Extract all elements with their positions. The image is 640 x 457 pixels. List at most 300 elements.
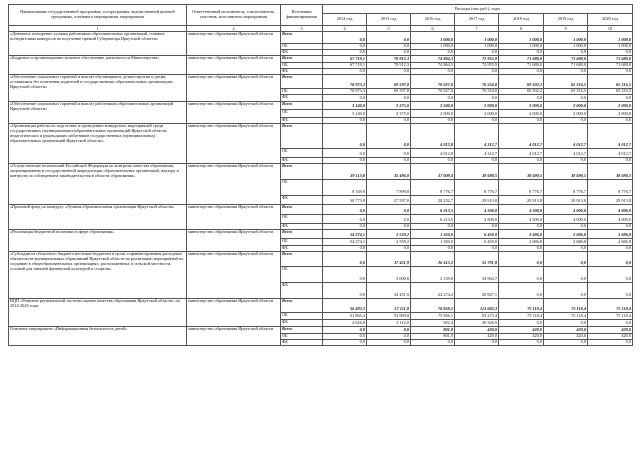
- expense-value-cell: 0,0: [323, 283, 367, 299]
- expense-value-cell: 0,0: [588, 50, 633, 56]
- expense-value-cell: 4 626,0: [323, 320, 367, 327]
- table-row: [9, 32, 633, 44]
- expense-value-cell: 65 316,5: [544, 75, 588, 89]
- expense-value-cell: 1 000,0: [411, 44, 455, 50]
- expense-value-cell: 1 000,0: [499, 44, 544, 50]
- expense-value-cell: 70 912,3: [367, 56, 411, 63]
- expense-value-cell: 0,0: [455, 246, 499, 252]
- expense-value-cell: 0,0: [411, 118, 455, 124]
- funding-source-cell: ФБ: [281, 158, 323, 164]
- expense-value-cell: 72 955,9: [455, 56, 499, 63]
- header-column-number: 1: [9, 26, 187, 32]
- expense-value-cell: 3 140,0: [323, 110, 367, 118]
- expense-value-cell: 69 597,8: [367, 75, 411, 89]
- expense-value-cell: 2 000,0: [499, 110, 544, 118]
- expense-value-cell: 76 973,3: [323, 89, 367, 95]
- expense-value-cell: 38 690,5: [588, 164, 633, 180]
- program-name-cell: «Обеспечение социальных гарантий и выплат работникам образовательных организаций Иркутской области»: [9, 102, 187, 124]
- expense-value-cell: 0,0: [323, 334, 367, 340]
- expense-value-cell: 0,0: [367, 95, 411, 102]
- expense-value-cell: 4 012,7: [544, 124, 588, 149]
- expense-value-cell: 0,0: [323, 95, 367, 102]
- expense-value-cell: 51 865,2: [323, 313, 367, 320]
- table-row: [9, 230, 633, 239]
- expenses-table: [8, 4, 633, 346]
- expense-value-cell: 35 496,8: [367, 164, 411, 180]
- table-row: [9, 102, 633, 110]
- expense-value-cell: 65 316,5: [588, 75, 633, 89]
- expense-value-cell: 4 500,0: [499, 215, 544, 224]
- expense-value-cell: 420,0: [544, 327, 588, 334]
- expense-value-cell: 0,0: [411, 95, 455, 102]
- expense-value-cell: 2 686,8: [588, 239, 633, 246]
- expense-value-cell: 0,0: [588, 320, 633, 327]
- expense-value-cell: 0,0: [323, 340, 367, 346]
- expense-value-cell: 76 858,5: [411, 299, 455, 313]
- expense-value-cell: 0,0: [588, 246, 633, 252]
- expense-value-cell: 6 450,0: [455, 239, 499, 246]
- funding-source-cell: ОБ: [281, 110, 323, 118]
- header-column-number: 4: [323, 26, 367, 32]
- expense-value-cell: 93 275,4: [455, 313, 499, 320]
- funding-source-cell: Всего: [281, 164, 323, 180]
- expense-value-cell: 4 012,7: [588, 149, 633, 158]
- program-name-cell: «Денежное поощрение лучшим работникам образовательных организаций, ставших победителями конкурсов на получение премий Губернатора Иркутской области»: [9, 32, 187, 56]
- expense-value-cell: 2 559,2: [367, 239, 411, 246]
- expense-value-cell: 4 000,0: [588, 215, 633, 224]
- expense-value-cell: 75 118,4: [544, 299, 588, 313]
- funding-source-cell: ОБ: [281, 44, 323, 50]
- table-body: [9, 32, 633, 346]
- expense-value-cell: 30 773,9: [323, 196, 367, 205]
- expense-value-cell: 75 118,4: [499, 313, 544, 320]
- expense-value-cell: 1 000,0: [544, 32, 588, 44]
- expense-value-cell: 2 500,0: [411, 110, 455, 118]
- expense-value-cell: 0,0: [323, 224, 367, 230]
- header-column-number: 7: [455, 26, 499, 32]
- expense-value-cell: 34 964,7: [455, 267, 499, 283]
- program-name-cell: «Субсидии из областного бюджета местным бюджетам в целях софинансирования расходных обязательств муниципальных образований Иркутской области на реализацию мероприятий по созданию в общеобразовательных организациях, расположенных в сельской местности, условий для занятий физической культурой и спортом»: [9, 252, 187, 299]
- expense-value-cell: 0,0: [544, 69, 588, 75]
- funding-source-cell: ФБ: [281, 196, 323, 205]
- funding-source-cell: ФБ: [281, 118, 323, 124]
- expense-value-cell: 0,0: [367, 32, 411, 44]
- expense-value-cell: 24 274,2: [411, 283, 455, 299]
- expense-value-cell: 0,0: [367, 69, 411, 75]
- table-row: [9, 124, 633, 149]
- expense-value-cell: 3 000,0: [367, 267, 411, 283]
- expense-value-cell: 29 913,8: [455, 196, 499, 205]
- header-year: 2015 год: [367, 14, 411, 26]
- header-year: 2016 год: [411, 14, 455, 26]
- funding-source-cell: Всего: [281, 32, 323, 44]
- expense-value-cell: 70 912,3: [367, 63, 411, 69]
- funding-source-cell: ФБ: [281, 320, 323, 327]
- expense-value-cell: 65 316,5: [544, 89, 588, 95]
- expense-value-cell: 0,0: [455, 158, 499, 164]
- expense-value-cell: 0,0: [544, 267, 588, 283]
- expense-value-cell: 20 326,9: [455, 320, 499, 327]
- program-name-cell: «Обеспечение социальных гарантий и выплат обучающимся, детям-сиротам и детям, оставшимся без попечения родителей в государственных образовательных организациях Иркутской области»: [9, 75, 187, 102]
- header-year: 2014 год: [323, 14, 367, 26]
- program-name-cell: «Осуществление полномочий Российской Федерации по контролю качества образования, лицензированию и государственной аккредитации образовательных организаций, надзору и контролю за соблюдением законодательства в области образования»: [9, 164, 187, 205]
- expense-value-cell: 420,0: [499, 327, 544, 334]
- expense-value-cell: 0,0: [499, 50, 544, 56]
- expense-value-cell: 2 375,0: [367, 110, 411, 118]
- expense-value-cell: 2 000,0: [455, 102, 499, 110]
- expense-value-cell: 0,0: [323, 149, 367, 158]
- expense-value-cell: 0,0: [455, 118, 499, 124]
- expense-value-cell: 75 118,4: [588, 299, 633, 313]
- expense-value-cell: 8 776,7: [544, 180, 588, 196]
- program-name-cell: «Реализация бюджетной политики в сфере образования»: [9, 230, 187, 252]
- expense-value-cell: 37 009,4: [411, 164, 455, 180]
- expense-value-cell: 2 000,0: [588, 102, 633, 110]
- expense-value-cell: 0,0: [455, 224, 499, 230]
- expense-value-cell: 0,0: [323, 44, 367, 50]
- expense-value-cell: 0,0: [455, 340, 499, 346]
- expense-value-cell: 4 000,0: [544, 205, 588, 215]
- expense-value-cell: 0,0: [323, 69, 367, 75]
- expense-value-cell: 4 012,7: [499, 124, 544, 149]
- expense-value-cell: 74 864,3: [411, 63, 455, 69]
- table-row: [9, 164, 633, 180]
- executor-cell: министерство образования Иркутской области: [187, 32, 281, 56]
- header-year: 2020 год: [588, 14, 633, 26]
- expense-value-cell: 2 000,0: [455, 110, 499, 118]
- expense-value-cell: 20 827,1: [455, 283, 499, 299]
- expense-value-cell: 55 791,8: [455, 252, 499, 267]
- expense-value-cell: 0,0: [499, 69, 544, 75]
- expense-value-cell: 902,4: [411, 320, 455, 327]
- expense-value-cell: 0,0: [367, 334, 411, 340]
- expense-value-cell: 69 502,2: [499, 89, 544, 95]
- expense-value-cell: 0,0: [367, 327, 411, 334]
- expense-value-cell: 0,0: [367, 50, 411, 56]
- executor-cell: министерство образования Иркутской области: [187, 124, 281, 164]
- expense-value-cell: 2 000,0: [544, 102, 588, 110]
- expense-value-cell: 0,0: [544, 283, 588, 299]
- expense-value-cell: 6 213,5: [411, 215, 455, 224]
- expense-value-cell: 76 973,3: [323, 75, 367, 89]
- expense-value-cell: 2 375,0: [367, 102, 411, 110]
- expense-value-cell: 0,0: [411, 50, 455, 56]
- expense-value-cell: 0,0: [588, 158, 633, 164]
- executor-cell: министерство образования Иркутской области: [187, 102, 281, 124]
- expense-value-cell: 8 776,7: [455, 180, 499, 196]
- expense-value-cell: 71 680,0: [588, 56, 633, 63]
- expense-value-cell: 54 274,1: [323, 239, 367, 246]
- expense-value-cell: 0,0: [323, 124, 367, 149]
- expense-value-cell: 1 000,0: [411, 32, 455, 44]
- expense-value-cell: 28 232,7: [411, 196, 455, 205]
- funding-source-cell: ФБ: [281, 246, 323, 252]
- funding-source-cell: ФБ: [281, 69, 323, 75]
- funding-source-cell: ФБ: [281, 95, 323, 102]
- expense-value-cell: 71 680,0: [544, 56, 588, 63]
- expense-value-cell: 38 690,5: [544, 164, 588, 180]
- expense-value-cell: 6 450,0: [455, 230, 499, 239]
- expense-value-cell: 0,0: [588, 283, 633, 299]
- expense-value-cell: 0,0: [588, 340, 633, 346]
- expense-value-cell: 39 113,8: [323, 164, 367, 180]
- expense-value-cell: 0,0: [323, 205, 367, 215]
- executor-cell: министерство образования Иркутской области: [187, 327, 281, 346]
- expense-value-cell: 0,0: [499, 118, 544, 124]
- expense-value-cell: 71 680,0: [544, 63, 588, 69]
- header-column-number: 8: [499, 26, 544, 32]
- expense-value-cell: 0,0: [544, 158, 588, 164]
- expense-value-cell: 0,0: [455, 50, 499, 56]
- expense-value-cell: 0,0: [323, 246, 367, 252]
- expense-value-cell: 4 012,8: [411, 124, 455, 149]
- expense-value-cell: 1 000,0: [455, 32, 499, 44]
- expense-value-cell: 1 350,0: [411, 230, 455, 239]
- expense-value-cell: 34 451,9: [367, 283, 411, 299]
- expense-value-cell: 0,0: [323, 267, 367, 283]
- expense-value-cell: 0,0: [588, 95, 633, 102]
- expense-value-cell: 0,0: [411, 246, 455, 252]
- expense-value-cell: 69 597,8: [367, 89, 411, 95]
- expense-value-cell: 0,0: [323, 215, 367, 224]
- expense-value-cell: 420,0: [588, 327, 633, 334]
- expense-value-cell: 0,0: [411, 224, 455, 230]
- expense-value-cell: 75 118,4: [588, 313, 633, 320]
- table-row: [9, 205, 633, 215]
- expense-value-cell: 0,0: [411, 158, 455, 164]
- expense-value-cell: 75 118,4: [544, 313, 588, 320]
- expense-value-cell: 4 012,8: [411, 149, 455, 158]
- expense-value-cell: 1 000,0: [499, 32, 544, 44]
- funding-source-cell: Всего: [281, 230, 323, 239]
- expense-value-cell: 8 776,7: [411, 180, 455, 196]
- expense-value-cell: 0,0: [367, 158, 411, 164]
- executor-cell: министерство образования Иркутской области: [187, 75, 281, 102]
- table-row: [9, 75, 633, 89]
- funding-source-cell: Всего: [281, 205, 323, 215]
- header-executor: Ответственный исполнитель, соисполнитель, участник, исполнитель мероприятия: [187, 5, 281, 26]
- header-year: 2018 год: [499, 14, 544, 26]
- expense-value-cell: 0,0: [588, 224, 633, 230]
- expense-value-cell: 65 316,5: [588, 89, 633, 95]
- expense-value-cell: 38 690,5: [455, 164, 499, 180]
- expense-value-cell: 71 680,0: [588, 63, 633, 69]
- executor-cell: министерство образования Иркутской области: [187, 299, 281, 327]
- expense-value-cell: 4 012,7: [544, 149, 588, 158]
- expense-value-cell: 26 413,2: [411, 252, 455, 267]
- expense-value-cell: 0,0: [411, 69, 455, 75]
- expense-value-cell: 0,0: [499, 246, 544, 252]
- expense-value-cell: 113 602,3: [455, 299, 499, 313]
- expense-value-cell: 801,0: [411, 334, 455, 340]
- expense-value-cell: 0,0: [544, 118, 588, 124]
- program-name-cell: Основное мероприятие «Информационная безопасность детей»: [9, 327, 187, 346]
- expense-value-cell: 0,0: [367, 124, 411, 149]
- expense-value-cell: 0,0: [499, 252, 544, 267]
- expense-value-cell: 0,0: [544, 340, 588, 346]
- expense-value-cell: 0,0: [588, 69, 633, 75]
- expense-value-cell: 2 686,8: [588, 230, 633, 239]
- funding-source-cell: ФБ: [281, 340, 323, 346]
- header-program-name: Наименование государственной программы, госпрограммы, ведомственной целевой программы, основного мероприятия, мероприятия: [9, 5, 187, 26]
- expense-value-cell: 8 776,7: [499, 180, 544, 196]
- expense-value-cell: 4 500,0: [499, 205, 544, 215]
- expense-value-cell: 0,0: [367, 215, 411, 224]
- expense-value-cell: 0,0: [323, 32, 367, 44]
- expense-value-cell: 2 500,0: [411, 102, 455, 110]
- expense-value-cell: 57 111,8: [367, 299, 411, 313]
- expense-value-cell: 0,0: [544, 50, 588, 56]
- expense-value-cell: 420,0: [455, 334, 499, 340]
- expense-value-cell: 75 956,1: [411, 313, 455, 320]
- funding-source-cell: ОБ: [281, 215, 323, 224]
- expense-value-cell: 3 112,0: [367, 320, 411, 327]
- header-column-number: 10: [588, 26, 633, 32]
- expense-value-cell: 2 139,0: [411, 267, 455, 283]
- funding-source-cell: Всего: [281, 327, 323, 334]
- expense-value-cell: 0,0: [544, 246, 588, 252]
- expense-value-cell: 1 000,0: [455, 44, 499, 50]
- expense-value-cell: 4 012,7: [588, 124, 633, 149]
- expense-value-cell: 54 274,1: [323, 230, 367, 239]
- expense-value-cell: 2 686,8: [544, 230, 588, 239]
- expense-value-cell: 0,0: [367, 205, 411, 215]
- expense-value-cell: 0,0: [323, 327, 367, 334]
- expense-value-cell: 67 719,1: [323, 63, 367, 69]
- funding-source-cell: ОБ: [281, 313, 323, 320]
- program-name-cell: «Кадровое и организационно-штатное обеспечение деятельности Министерства»: [9, 56, 187, 75]
- expense-value-cell: 69 502,2: [499, 75, 544, 89]
- expense-value-cell: 0,0: [499, 340, 544, 346]
- expense-value-cell: 4 012,7: [499, 149, 544, 158]
- expense-value-cell: 0,0: [499, 320, 544, 327]
- funding-source-cell: Всего: [281, 124, 323, 149]
- program-name-cell: ВЦП «Развитие региональной системы оценки качества образования Иркутской области» на 2014-2020 годы: [9, 299, 187, 327]
- expense-value-cell: 0,0: [367, 44, 411, 50]
- expense-value-cell: 0,0: [367, 224, 411, 230]
- header-column-number: 6: [411, 26, 455, 32]
- expense-value-cell: 1 000,0: [544, 44, 588, 50]
- expense-value-cell: 0,0: [367, 340, 411, 346]
- expense-value-cell: 2 559,2: [367, 230, 411, 239]
- table-row: [9, 252, 633, 267]
- table-row: [9, 56, 633, 63]
- program-name-cell: «Организация работы по подготовке и проведению конкурсных мероприятий среди государственных (муниципальных)образовательных организаций Иркутской области, педагогических и руководящих работников государственных (муниципальных) образовательных организаций Иркутской области»: [9, 124, 187, 164]
- header-column-number: 2: [187, 26, 281, 32]
- expense-value-cell: 4 500,0: [455, 205, 499, 215]
- expense-value-cell: 2 000,0: [499, 102, 544, 110]
- document-page: [8, 4, 632, 346]
- expense-value-cell: 0,0: [499, 283, 544, 299]
- executor-cell: министерство образования Иркутской области: [187, 230, 281, 252]
- funding-source-cell: Всего: [281, 102, 323, 110]
- expense-value-cell: 0,0: [588, 267, 633, 283]
- executor-cell: министерство образования Иркутской области: [187, 164, 281, 205]
- expense-value-cell: 0,0: [588, 118, 633, 124]
- expense-value-cell: 72 955,9: [455, 63, 499, 69]
- expense-value-cell: 7 899,8: [367, 180, 411, 196]
- expense-value-cell: 29 913,8: [499, 196, 544, 205]
- expense-value-cell: 4 000,0: [544, 215, 588, 224]
- expense-value-cell: 53 999,8: [367, 313, 411, 320]
- funding-source-cell: Всего: [281, 252, 323, 267]
- expense-value-cell: 8 339,9: [323, 180, 367, 196]
- funding-source-cell: ОБ: [281, 239, 323, 246]
- expense-value-cell: 420,0: [588, 334, 633, 340]
- expense-value-cell: 67 719,1: [323, 56, 367, 63]
- expense-value-cell: 0,0: [544, 252, 588, 267]
- expense-value-cell: 420,0: [499, 334, 544, 340]
- table-row: [9, 327, 633, 334]
- header-column-number: 9: [544, 26, 588, 32]
- header-source: Источники финансирования: [281, 5, 323, 26]
- expense-value-cell: 4 000,0: [588, 205, 633, 215]
- expense-value-cell: 70 027,0: [411, 89, 455, 95]
- expense-value-cell: 1 350,0: [411, 239, 455, 246]
- funding-source-cell: Всего: [281, 56, 323, 63]
- expense-value-cell: 0,0: [323, 118, 367, 124]
- funding-source-cell: Всего: [281, 299, 323, 313]
- expense-value-cell: 0,0: [367, 246, 411, 252]
- expense-value-cell: 2 686,8: [499, 239, 544, 246]
- funding-source-cell: ОБ: [281, 180, 323, 196]
- expense-value-cell: 0,0: [367, 118, 411, 124]
- expense-value-cell: 4 500,0: [455, 215, 499, 224]
- expense-value-cell: 71 680,0: [499, 63, 544, 69]
- expense-value-cell: 4 312,7: [455, 149, 499, 158]
- funding-source-cell: ОБ: [281, 63, 323, 69]
- expense-value-cell: 27 597,0: [367, 196, 411, 205]
- expense-value-cell: 0,0: [588, 252, 633, 267]
- expense-value-cell: 29 913,8: [544, 196, 588, 205]
- expense-value-cell: 0,0: [323, 50, 367, 56]
- expense-value-cell: 38 690,5: [499, 164, 544, 180]
- expense-value-cell: 6 213,5: [411, 205, 455, 215]
- funding-source-cell: ОБ: [281, 149, 323, 158]
- expense-value-cell: 2 000,0: [588, 110, 633, 118]
- expense-value-cell: 0,0: [499, 224, 544, 230]
- expense-value-cell: 4 312,7: [455, 124, 499, 149]
- table-row: [9, 299, 633, 313]
- expense-value-cell: 0,0: [499, 267, 544, 283]
- executor-cell: министерство образования Иркутской области: [187, 205, 281, 230]
- table-header: [9, 5, 633, 32]
- expense-value-cell: 3 140,0: [323, 102, 367, 110]
- program-name-cell: «Призовой фонд по конкурсу «Лучшая образовательная организация Иркутской области»: [9, 205, 187, 230]
- expense-value-cell: 37 451,9: [367, 252, 411, 267]
- expense-value-cell: 1 000,0: [588, 32, 633, 44]
- funding-source-cell: ОБ: [281, 334, 323, 340]
- funding-source-cell: ФБ: [281, 224, 323, 230]
- expense-value-cell: 0,0: [323, 252, 367, 267]
- expense-value-cell: 74 864,3: [411, 56, 455, 63]
- funding-source-cell: ФБ: [281, 50, 323, 56]
- expense-value-cell: 75 118,4: [499, 299, 544, 313]
- funding-source-cell: ОБ: [281, 267, 323, 283]
- expense-value-cell: 2 686,8: [544, 239, 588, 246]
- expense-value-cell: 0,0: [367, 149, 411, 158]
- header-year: 2017 год: [455, 14, 499, 26]
- funding-source-cell: Всего: [281, 75, 323, 89]
- expense-value-cell: 801,0: [411, 327, 455, 334]
- header-column-number: 3: [281, 26, 323, 32]
- executor-cell: министерство образования Иркутской области: [187, 252, 281, 299]
- header-column-number: 5: [367, 26, 411, 32]
- expense-value-cell: 0,0: [323, 158, 367, 164]
- expense-value-cell: 0,0: [544, 95, 588, 102]
- expense-value-cell: 0,0: [455, 95, 499, 102]
- expense-value-cell: 29 913,8: [588, 196, 633, 205]
